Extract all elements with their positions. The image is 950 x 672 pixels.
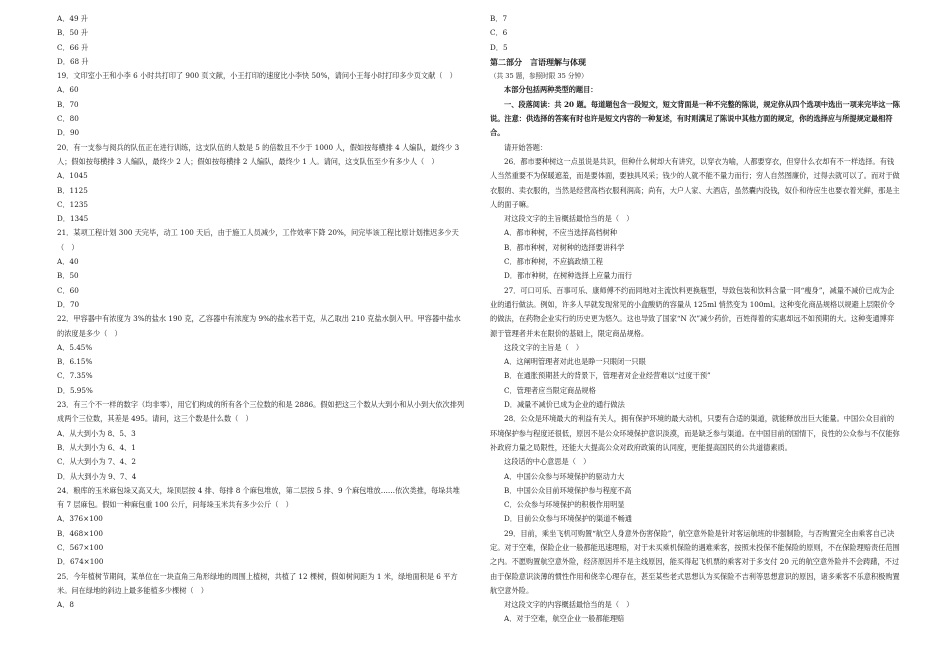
option: C．1235	[57, 199, 88, 209]
option: A．中国公众参与环境保护的驱动力大	[504, 471, 625, 481]
option: B．468×100	[57, 528, 103, 538]
start-prompt: 请开始答题：	[504, 142, 548, 152]
question-text: 26．都市要种树这一点虽说是共识，但种什么树却大有讲究，以穿衣为喻，人都要穿衣，但穿什么衣却有不一样选择。有钱人当然重要不为保暖遮羞，而是要体面，要独具风采；钱少的人就不能不量力而行；穷人自然图廉价，过得去就可以了。而对于做衣服的、卖衣服的，当然是经营高档衣服利润高；尚有，大户人家、大酒店，虽然囊内没钱，奴仆和待应生也要衣着光鲜，那是主人的面子嘛。	[490, 156, 900, 209]
option: B．70	[57, 99, 79, 109]
intro-body: 一、段落阅读：共 20 题。每道题包含一段短文，短文背面是一种不完整的陈说，规定你从四个选项中选出一项来完毕这一陈说。注意：供选择的答案有时也许是短文内容的一种复述，有时则满足了陈说中其他方面的规定，你的选择应与所提规定最相符合。	[490, 99, 900, 138]
option: B．从大到小为 6、4、1	[57, 442, 136, 452]
option: C．567×100	[57, 542, 104, 552]
option: B．在通胀预期甚大的背景下，管理者对企业经营难以“过度干预”	[504, 371, 711, 381]
option: B．中国公众目前环境保护参与程度不高	[504, 485, 632, 495]
option: C．7.35%	[57, 371, 93, 381]
option: D．1345	[57, 214, 89, 224]
option: A．40	[57, 257, 79, 267]
question-text: 29．目前，乘坐飞机可购置“航空人身意外伤害保险”，航空意外险是针对客运航班的非强制险，与否购置完全由乘客自己决定。对于空难，保险企业一般都能迅速理赔，对于未买乘机保险的遇难乘客，按照未投保不能保险的原则，不在保险理赔责任范围之内。不愿购置航空意外险，经济原因并不是主线原因，能买得起飞机票的乘客对于多支付 20 元的航空意外险并不会踌躇，不过由于保险意识淡薄的惯性作用和侥幸心理存在，甚至某些老式思想认为买保险不吉利等思想意识的原因，诸多乘客不乐意积极购置航空意外险。	[490, 528, 900, 595]
question-27	[490, 284, 900, 413]
option: D．5	[490, 42, 508, 52]
question-prompt: 这段话的中心意思是（ ）	[504, 457, 591, 467]
question-text: 25．今年植树节期间，某单位在一块直角三角形绿地的周围上植树，共植了 12 棵树，假如树间距为 1 米，绿地面积是 6 平方米。问在绿地的斜边上最多能植多少棵树（ ）	[57, 571, 458, 595]
option: C．公众参与环境保护的积极作用明显	[504, 500, 625, 510]
option: A．都市种树，不应当选择高档树种	[504, 228, 618, 238]
option: C．80	[57, 114, 79, 124]
question-prompt: 这段文字的主旨是（ ）	[504, 342, 584, 352]
question-28	[490, 412, 900, 526]
question-23	[57, 398, 465, 484]
option: B．50 升	[57, 28, 89, 38]
question-prompt: 对这段文字的内容概括最恰当的是（ ）	[504, 600, 634, 610]
option: A．这阐明管理者对此也是睁一只眼闭一只眼	[504, 357, 646, 367]
option: B．1125	[57, 185, 88, 195]
option: D．都市种树，在树种选择上应量力而行	[504, 271, 632, 281]
question-22	[57, 312, 465, 398]
option: B．6.15%	[57, 357, 93, 367]
question-26	[490, 155, 900, 284]
option: D．674×100	[57, 557, 104, 567]
question-29	[490, 527, 900, 627]
option: C．管理者应当限定商品规格	[504, 385, 596, 395]
option: A．1045	[57, 171, 88, 181]
option: D．90	[57, 128, 80, 138]
question-prompt: 对这段文字的主旨概括最恰当的是（ ）	[504, 214, 634, 224]
question-25	[57, 570, 465, 613]
option: D．减量不减价已成为企业的通行做法	[504, 400, 625, 410]
option: A．376×100	[57, 514, 103, 524]
option: D．目前公众参与环境保护的渠道不畅通	[504, 514, 632, 524]
question-text: 27．可口可乐、百事可乐、康师傅不约而同地对主流饮料更换瓶型，导致包装和饮料含量一同“瘦身”，减量不减价已成为企业的通行做法。例如，许多人早就发现常见的小盒酸奶的容量从 125ml 悄然变为 100ml。这种变化商品规格以规避上层限价令的做法，在药物企业实行的历史更为悠久。这也导致了国家“N 次”减少药价，百姓得着的实惠却远不如预期的大。这种变通博弈源于管理者并未在限价的基础上，限定商品规格。	[490, 285, 895, 338]
option: A．5.45%	[57, 342, 93, 352]
q18-options	[57, 12, 465, 69]
question-text: 22．甲容器中有浓度为 3%的盐水 190 克，乙容器中有浓度为 9%的盐水若干克，从乙取出 210 克盐水倒入甲。甲容器中盐水的浓度是多少（ ）	[57, 314, 461, 338]
option: D．从大到小为 9、7、4	[57, 471, 137, 481]
question-text: 20．有一支参与阅兵的队伍正在进行训练，这支队伍的人数是 5 的倍数且不少于 1000 人，假如按每横排 4 人编队，最终少 3 人；假如按每横排 3 人编队，最终少 2 人；假如按每横排 2 人编队，最终少 1 人。请问，这支队伍至少有多少人（ ）	[57, 142, 460, 166]
right-column	[490, 12, 900, 627]
question-19	[57, 69, 465, 140]
question-20	[57, 141, 465, 227]
section-title: 第二部分 言语理解与体现	[490, 56, 586, 67]
option: B．都市种树，对树种的选择要讲科学	[504, 242, 625, 252]
option: A．8	[57, 600, 74, 610]
question-text: 21．某项工程计划 300 天完毕，动工 100 天后，由于施工人员减少，工作效率下降 20%，问完毕该工程比原计划推迟多少天（ ）	[57, 228, 459, 252]
section-note: （共 35 题，参照时限 35 分钟）	[490, 72, 588, 81]
option: B．50	[57, 271, 79, 281]
question-24	[57, 484, 465, 570]
option: C．66 升	[57, 42, 89, 52]
question-text: 28．公众是环境最大的利益有关人，拥有保护环境的最大动机，只要有合适的渠道，就能释放出巨大能量。中国公众目前的环境保护参与程度还很低，原因不是公众环境保护意识淡漠，而是缺乏参与渠道。在中国目前的国情下，良性的公众参与不仅能弥补政府力量之局限性，还能大大提高公众对政府政策的认同度，更能提高国民的公共道德素质。	[490, 414, 900, 452]
option: C．60	[57, 285, 79, 295]
option: A．对于空难，航空企业一般都能理赔	[504, 614, 625, 624]
question-text: 19．文印室小王和小李 6 小时共打印了 900 页文献，小王打印的速度比小李快 50%，请问小王每小时打印多少页文献（ ）	[57, 71, 457, 81]
option: A．60	[57, 85, 79, 95]
option: B．7	[490, 14, 508, 23]
question-text: 24．粮库的玉米麻包垛又高又大，垛顶层按 4 排、每排 8 个麻包堆放，第二层按 5 排、9 个麻包堆放……依次类推，每垛共堆有 7 层麻包。假如一种麻包重 100 公斤，问每垛玉米共有多少公斤（ ）	[57, 485, 460, 510]
question-21	[57, 226, 465, 312]
intro-heading: 本部分包括两种类型的题目：	[504, 85, 598, 95]
left-column	[57, 12, 465, 612]
option: D．68 升	[57, 56, 89, 66]
option: D．70	[57, 299, 80, 309]
option: A．49 升	[57, 14, 88, 23]
question-text: 23．有三个不一样的数字（均非零），用它们构成的所有各个三位数的和是 2886。假如把这三个数从大到小和从小到大依次排列成两个三位数，其差是 495。请问，这三个数是什么数（ ）	[57, 400, 465, 424]
option: C．6	[490, 28, 508, 38]
q25-options-continued	[490, 12, 900, 55]
option: C．从大到小为 7、4、2	[57, 457, 137, 467]
option: D．5.95%	[57, 385, 93, 395]
option: C．都市种树，不应搞政绩工程	[504, 257, 603, 267]
option: A．从大到小为 8、5、3	[57, 428, 136, 438]
